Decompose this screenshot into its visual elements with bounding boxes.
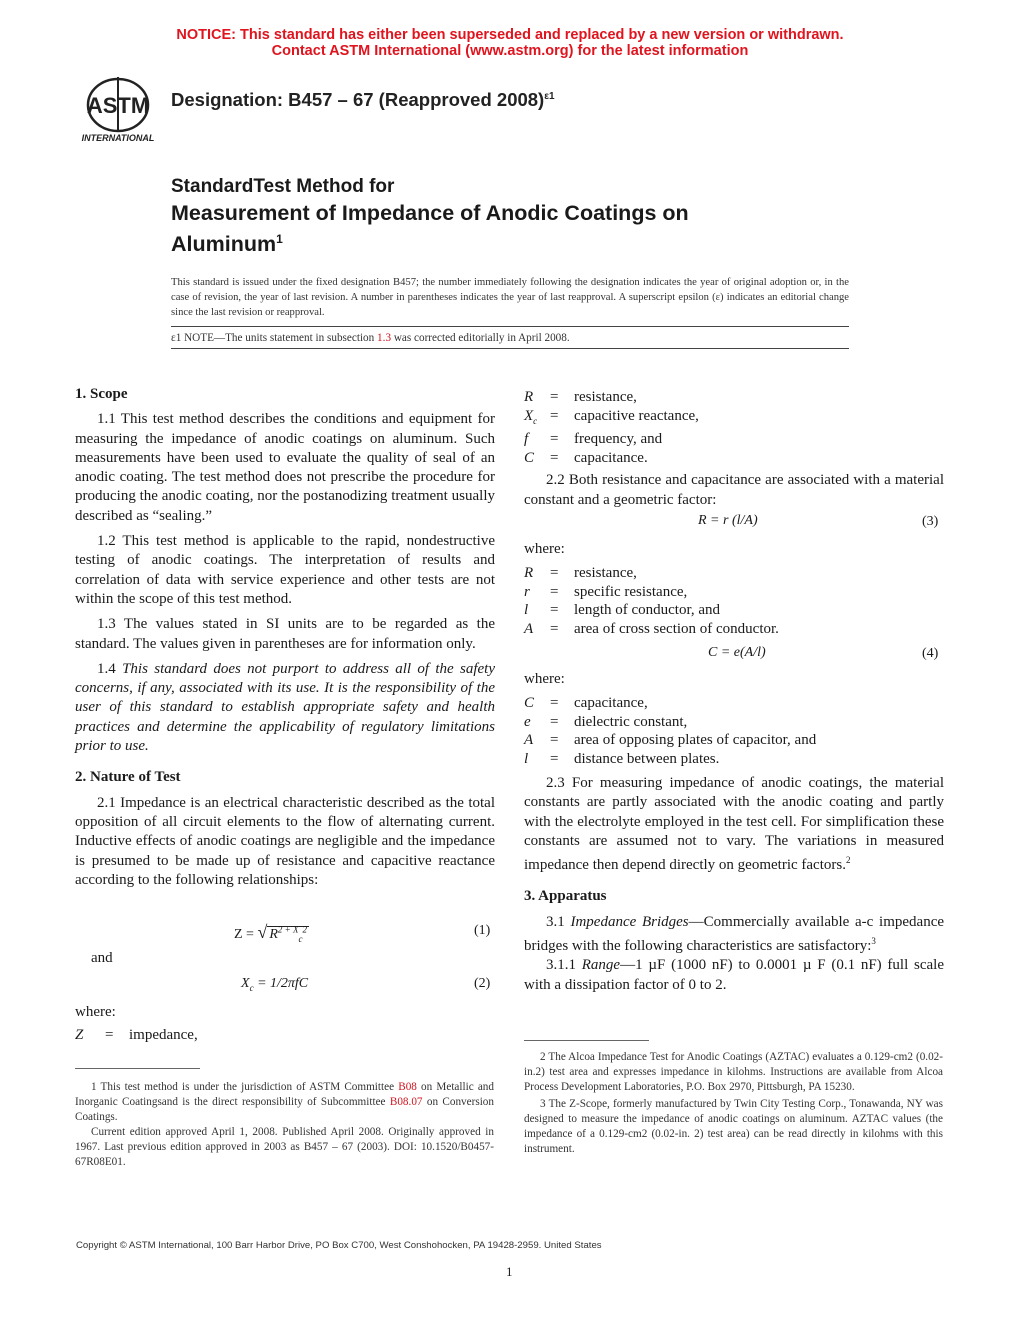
eq1-lhs: Z = <box>234 927 258 942</box>
paragraph-3-1-1 <box>524 956 944 995</box>
title-main-text: Measurement of Impedance of Anodic Coatings on Aluminum <box>171 201 689 257</box>
editorial-note-text: ε1 NOTE—The units statement in subsection <box>171 332 378 344</box>
eq1-radicand <box>267 926 309 942</box>
def-text: frequency, and <box>574 431 663 448</box>
equation-number-2: (2) <box>474 976 491 991</box>
eq1-r: R <box>269 927 278 942</box>
right-column-continued <box>524 774 944 995</box>
section-heading-apparatus: 3. Apparatus <box>524 888 607 905</box>
issue-statement: This standard is issued under the fixed designation B457; the number immediately following the designation indicates the year of original adoption or, in the case of revision, the year of last revision. A number in parentheses indicates the year of last reapproval. A superscript epsilon (ε) indicates an editorial change since the last revision or reapproval. <box>171 277 849 318</box>
footnote-ref-3: 3 <box>871 936 876 947</box>
notice-line-2: Contact ASTM International (www.astm.org) for the latest information <box>271 43 749 59</box>
def-text: resistance, <box>574 389 637 405</box>
footnotes-left <box>75 1080 494 1170</box>
eq2-sub: c <box>249 982 254 993</box>
paragraph-2-2: 2.2 Both resistance and capacitance are associated with a material constant and a geometric factor: <box>524 472 944 508</box>
astm-logo <box>76 72 160 144</box>
definition-row <box>524 601 779 620</box>
def-equals: = <box>550 407 559 424</box>
def-equals: = <box>550 750 559 767</box>
def-equals: = <box>550 695 559 711</box>
definition-row <box>524 564 779 583</box>
eq1-plus: 2 + X <box>277 924 299 935</box>
editorial-note-link[interactable]: 1.3 <box>377 332 392 344</box>
footnote-1-text-post: on Conversion Coatings. <box>75 1096 494 1123</box>
definition-z <box>75 1026 198 1045</box>
definition-row <box>524 713 816 732</box>
footnote-1-text: 1 This test method is under the jurisdiction of ASTM Committee <box>91 1081 399 1093</box>
def-symbol: Z <box>75 1027 84 1043</box>
footnote-3: 3 The Z-Scope, formerly manufactured by Twin City Testing Corp., Tonawanda, NY was designed to measure the impedance of anodic coatings on aluminum. AZTAC values (the impedance of a 0.129-cm2 (0.02-in. 2) test area) can be read directly in kilohms with this instrument. <box>524 1098 943 1155</box>
def-symbol: R <box>524 565 534 581</box>
def-symbol: r <box>524 583 530 600</box>
equation-number-3: (3) <box>922 514 939 529</box>
title-footnote-ref: 1 <box>276 232 283 246</box>
eq2-x: X <box>241 976 250 991</box>
footnote-1-edition: Current edition approved April 1, 2008. Published April 2008. Originally approved in 1967. Last previous edition approved in 2003 as B457 – 67 (2003). DOI: 10.1520/B0457-67R08E01. <box>75 1126 494 1168</box>
definitions-list-3 <box>524 694 816 768</box>
footnote-divider <box>524 1040 649 1041</box>
eq2-rhs: = 1/2πfC <box>253 976 309 991</box>
paragraph-number: 1.4 <box>97 660 123 677</box>
definition-row <box>524 388 944 407</box>
equation-4: C = e(A/l) <box>708 645 766 660</box>
paragraph-2-1: 2.1 Impedance is an electrical characteristic described as the total opposition of all circuit elements to the flow of alternating current. Inductive effects of anodic coatings are negligible and the impedance is presumed to be made up of resistance and capacitive reactance according to the following relationships: <box>75 794 495 888</box>
equation-number-1: (1) <box>474 923 491 938</box>
def-equals: = <box>550 389 559 405</box>
term-impedance-bridges: Impedance Bridges <box>570 913 689 930</box>
paragraph-3-1-1-text: —1 µF (1000 nF) to 0.0001 µ F (0.1 nF) full scale with a dissipation factor of 0 to 2. <box>524 957 944 993</box>
def-symbol: l <box>524 602 529 619</box>
editorial-note <box>171 332 570 344</box>
logo-letters: ASTM <box>86 93 150 118</box>
footnote-1-text-mid: on Metallic and Inorganic Coatingsand is the direct responsibility of Subcommittee <box>75 1081 494 1108</box>
footnote-1 <box>75 1080 494 1125</box>
title-line-1: StandardTest Method for <box>171 176 395 197</box>
equation-3: R = r (l/A) <box>698 513 758 528</box>
footnote-1-link-b0807[interactable]: B08.07 <box>389 1096 423 1108</box>
def-symbol: R <box>524 389 534 405</box>
def-symbol: l <box>524 750 529 767</box>
definition-row <box>524 620 779 639</box>
footnote-2: 2 The Alcoa Impedance Test for Anodic Coatings (AZTAC) evaluates a 0.129-cm2 (0.02-in.2) test area and expresses impedance in kilohms. Instructions are available from Alcoa Process Development Laboratories, P.O. Box 2970, Pittsburgh, PA 15230. <box>524 1051 943 1093</box>
definition-row <box>524 430 944 449</box>
def-text: distance between plates. <box>574 750 720 767</box>
definition-row <box>524 731 816 750</box>
def-text: capacitance, <box>574 695 648 711</box>
where-text: where: <box>524 541 565 557</box>
def-symbol: $X_c$ <box>524 407 538 426</box>
def-equals: = <box>550 713 559 730</box>
paragraph-1-4-text: This standard does not purport to address all of the safety concerns, if any, associated with its use. It is the responsibility of the user of this standard to establish appropriate safety and health practices and determine the applicability of regulatory limitations prior to use. <box>75 660 496 755</box>
def-equals: = <box>550 732 559 749</box>
section-heading-nature: 2. Nature of Test <box>75 769 181 786</box>
paragraph-3-1-text: —Commercially available a-c impedance bridges with the following characteristics are satisfactory: <box>524 913 945 955</box>
def-text: area of cross section of conductor. <box>574 620 779 637</box>
definition-row <box>524 583 779 602</box>
where-text: where: <box>524 671 565 687</box>
paragraph-1-4 <box>75 660 495 756</box>
where-text: where: <box>75 1004 116 1020</box>
def-equals: = <box>550 449 559 466</box>
paragraph-1-3: 1.3 The values stated in SI units are to be regarded as the standard. The values given in parentheses are for information only. <box>75 616 495 652</box>
divider <box>171 348 849 349</box>
definitions-list-1 <box>524 388 944 467</box>
def-equals: = <box>550 431 559 448</box>
def-symbol: A <box>524 732 534 749</box>
term-range: Range <box>581 957 621 974</box>
right-column <box>524 388 944 510</box>
def-symbol: C <box>524 449 535 466</box>
and-text: and <box>91 950 113 966</box>
def-equals: = <box>550 602 559 619</box>
def-text: capacitance. <box>574 449 648 466</box>
def-text: dielectric constant, <box>574 713 688 730</box>
def-symbol: A <box>524 620 534 637</box>
eq1-sub: c <box>298 933 303 944</box>
def-text: resistance, <box>574 565 637 581</box>
page-number: 1 <box>506 1264 513 1279</box>
def-text: impedance, <box>129 1027 198 1043</box>
paragraph-2-3-text: 2.3 For measuring impedance of anodic coatings, the material constants are partly associated with the anodic coating and partly with the electrolyte employed in the test cell. For simplification these constants are assumed not to vary. The variations in measured impedance then depend directly on geometric factors. <box>524 775 944 874</box>
def-symbol: f <box>524 431 529 448</box>
def-symbol: e <box>524 713 531 730</box>
sqrt-symbol: √ <box>257 922 268 942</box>
paragraph-number: 3.1 <box>546 913 571 930</box>
def-equals: = <box>105 1027 114 1043</box>
logo-subtitle: INTERNATIONAL <box>81 133 155 143</box>
definition-row <box>524 694 816 713</box>
footnote-divider <box>75 1068 200 1069</box>
footnotes-right <box>524 1050 943 1157</box>
paragraph-3-1 <box>524 913 944 957</box>
eq1-square: 2 <box>302 924 307 935</box>
footnote-ref-2: 2 <box>845 855 851 866</box>
paragraph-1-2: 1.2 This test method is applicable to the rapid, nondestructive testing of anodic coatings. The interpretation of results and correlation of data with service experience and other tests are not within the scope of this test method. <box>75 533 495 607</box>
definition-row <box>524 750 816 769</box>
def-symbol: C <box>524 695 535 711</box>
def-text: area of opposing plates of capacitor, and <box>574 732 817 749</box>
equation-1 <box>234 922 309 944</box>
definition-row <box>524 407 944 431</box>
title-main <box>171 200 791 257</box>
def-text: capacitive reactance, <box>574 407 699 424</box>
definition-row <box>524 449 944 468</box>
def-text: specific resistance, <box>574 583 688 600</box>
paragraph-2-3 <box>524 774 944 875</box>
equation-number-4: (4) <box>922 646 939 661</box>
designation-epsilon: ε1 <box>544 90 555 102</box>
designation-text: Designation: B457 – 67 (Reapproved 2008) <box>171 89 545 110</box>
notice-line-1: NOTICE: This standard has either been superseded and replaced by a new version or withdrawn. <box>176 27 844 43</box>
definitions-list-2 <box>524 564 779 638</box>
def-equals: = <box>550 620 559 637</box>
def-text: length of conductor, and <box>574 602 721 619</box>
def-equals: = <box>550 565 559 581</box>
footnote-1-link-b08[interactable]: B08 <box>398 1081 417 1093</box>
section-heading-scope: 1. Scope <box>75 386 128 402</box>
equation-2 <box>241 976 308 993</box>
divider <box>171 326 849 327</box>
designation <box>171 89 555 111</box>
paragraph-1-1: 1.1 This test method describes the conditions and equipment for measuring the impedance of anodic coatings on aluminum. Such measurements have been used to evaluate the quality of seal of an anodic coating. The test method does not prescribe the procedure for producing the anodic coating, nor the postanodizing treatment usually described as “sealing.” <box>75 411 495 524</box>
editorial-note-suffix: was corrected editorially in April 2008. <box>391 332 570 344</box>
paragraph-number: 3.1.1 <box>546 957 582 974</box>
def-equals: = <box>550 583 559 600</box>
copyright: Copyright © ASTM International, 100 Barr Harbor Drive, PO Box C700, West Conshohocken, PA 19428-2959. United States <box>76 1240 602 1251</box>
left-column <box>75 385 495 890</box>
